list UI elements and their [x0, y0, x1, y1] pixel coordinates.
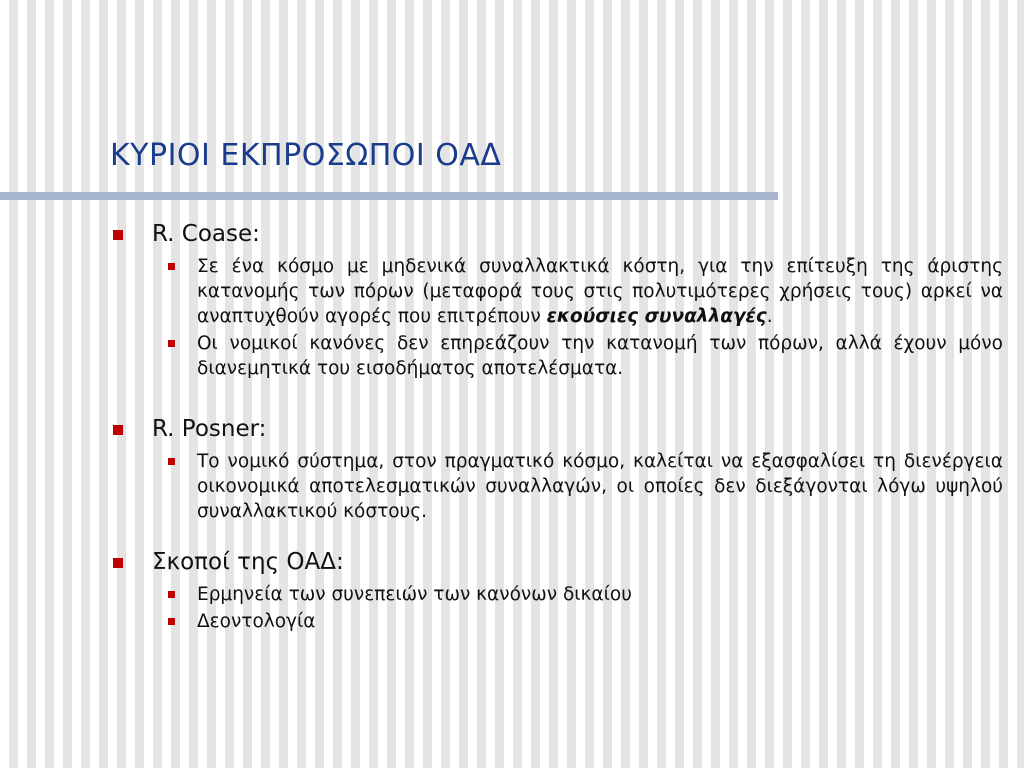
sub-bullet-item [108, 449, 1003, 524]
item-tail: . [766, 306, 773, 327]
square-bullet-icon [168, 263, 175, 270]
item-text: Οι νομικοί κανόνες δεν επηρεάζουν την κατανομή των πόρων, αλλά έχουν μόνο διανεμητικά του εισοδήματος αποτελέσματα. [197, 333, 1003, 379]
item-text: Ερμηνεία των συνεπειών των κανόνων δικαίου [197, 584, 632, 605]
item-text: Σε ένα κόσμο με μηδενικά συναλλακτικά κόστη, για την επίτευξη της άριστης κατανομής των πόρων (μεταφορά τους στις πολυτιμότερες χρήσεις τους) αρκεί να αναπτυχθούν αγορές που επιτρέπουν [197, 256, 1003, 327]
heading-text: R. Coase: [152, 221, 260, 247]
sub-bullet-item [108, 609, 1003, 634]
title-divider [0, 192, 778, 200]
square-bullet-icon [168, 591, 175, 598]
heading-text: Σκοποί της ΟΑΔ: [152, 549, 344, 575]
section-aims [108, 548, 1003, 634]
square-bullet-icon [113, 558, 123, 568]
heading-text: R. Posner: [152, 416, 267, 442]
square-bullet-icon [168, 618, 175, 625]
bullet-heading [108, 415, 1003, 443]
sub-bullet-item [108, 254, 1003, 329]
slide-title: ΚΥΡΙΟΙ ΕΚΠΡΟΣΩΠΟΙ ΟΑΔ [110, 138, 502, 173]
square-bullet-icon [113, 230, 123, 240]
square-bullet-icon [168, 458, 175, 465]
bullet-heading [108, 220, 1003, 248]
sub-bullet-item [108, 331, 1003, 381]
item-text: Δεοντολογία [197, 611, 316, 632]
item-text: Το νομικό σύστημα, στον πραγματικό κόσμο, καλείται να εξασφαλίσει τη διενέργεια οικονομικά αποτελεσματικών συναλλαγών, οι οποίες δεν διεξάγονται λόγω υψηλού συναλλακτικού κόστους. [197, 451, 1003, 522]
section-coase [108, 220, 1003, 381]
section-posner [108, 415, 1003, 524]
square-bullet-icon [168, 340, 175, 347]
slide-content [108, 220, 1003, 636]
sub-bullet-item [108, 582, 1003, 607]
square-bullet-icon [113, 425, 123, 435]
item-emphasis: εκούσιες συναλλαγές [546, 306, 767, 327]
bullet-heading [108, 548, 1003, 576]
